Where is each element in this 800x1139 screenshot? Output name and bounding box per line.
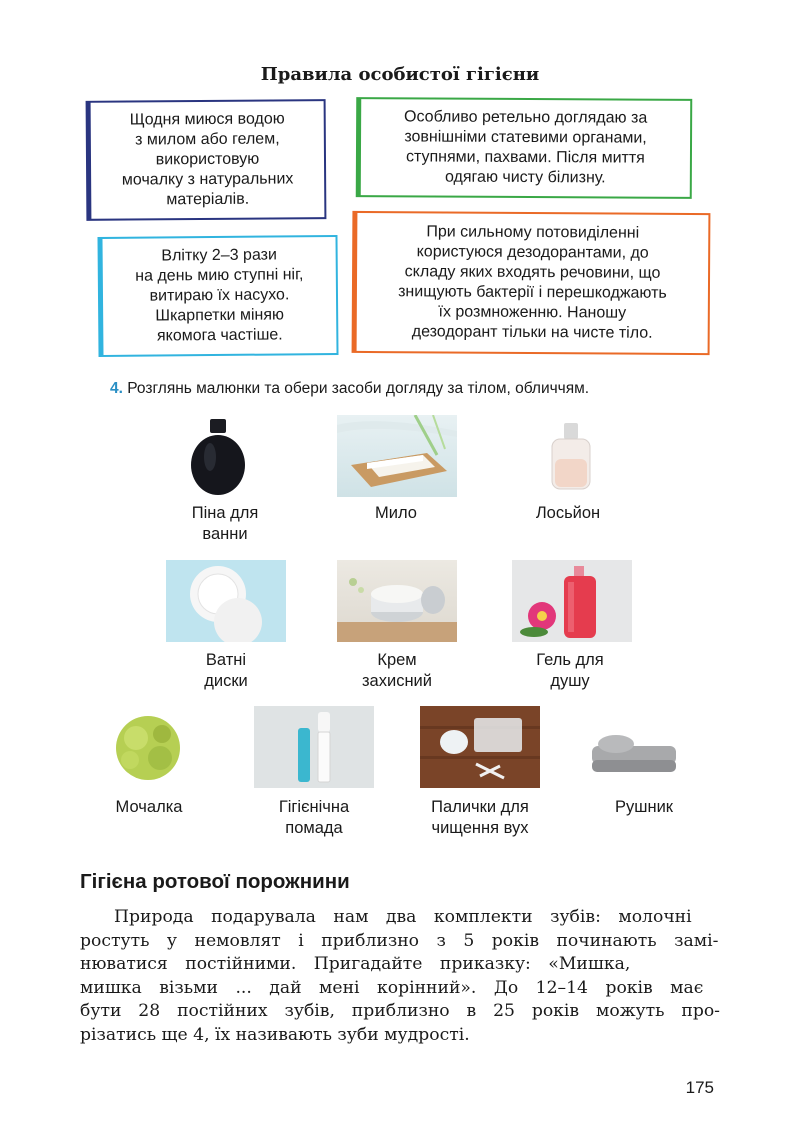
- task-number: 4.: [110, 380, 123, 397]
- caption-line: Рушник: [614, 798, 674, 816]
- caption-line: Ватні: [205, 651, 247, 669]
- caption-sponge: [74, 797, 224, 818]
- caption-line: ванни: [202, 525, 248, 543]
- rule-line: знищують бактерії і перешкоджають: [398, 283, 667, 302]
- caption-line: Гель для: [536, 651, 604, 669]
- task-4: [110, 380, 589, 398]
- paragraph-line: Природа подарувала нам два комплекти зубів: молочні: [114, 907, 692, 927]
- rule-line: Щодня миюся водою: [129, 110, 285, 129]
- caption-line: Лосьйон: [535, 504, 601, 522]
- rule-box-feet: [97, 235, 338, 357]
- rule-box-care: [356, 97, 693, 199]
- section-title: Гігієна ротової порожнини: [80, 870, 350, 893]
- paragraph-line: нюватися постійними. Пригадайте приказку: «Мишка,: [80, 954, 631, 974]
- cotton-swabs-image: [420, 706, 540, 788]
- lotion-bottle-image: [512, 415, 632, 497]
- shower-gel-image: [512, 560, 632, 642]
- caption-line: Гігієнічна: [278, 798, 350, 816]
- rule-line: користуюся дезодорантами, до: [416, 243, 649, 262]
- caption-line: захисний: [361, 672, 432, 690]
- rule-line: мочалку з натуральних: [121, 170, 294, 189]
- caption-line: Мило: [375, 504, 417, 522]
- rule-line: При сильному потовиділенні: [426, 223, 640, 242]
- caption-gel: [495, 650, 645, 692]
- rule-line: Особливо ретельно доглядаю за: [404, 108, 648, 127]
- caption-line: Крем: [377, 651, 417, 669]
- task-text: Розглянь малюнки та обери засоби догляду за тілом, обличчям.: [127, 380, 590, 397]
- rule-box-washing: [86, 99, 327, 221]
- rule-line: матеріалів.: [166, 190, 250, 209]
- rule-line: їх розмноженню. Наношу: [438, 303, 627, 322]
- rule-line: використовую: [155, 150, 260, 169]
- cream-jar-image: [337, 560, 457, 642]
- caption-line: чищення вух: [431, 819, 529, 837]
- caption-line: диски: [204, 672, 248, 690]
- paragraph-line: різатись ще 4, їх називають зуби мудрості.: [80, 1024, 470, 1045]
- rule-line: якомога частіше.: [156, 326, 283, 345]
- lip-balm-image: [254, 706, 374, 788]
- rule-box-deodorant: [352, 211, 711, 355]
- rules-title: Правила особистої гігієни: [260, 64, 540, 85]
- rule-line: одягаю чисту білизну.: [444, 168, 606, 187]
- caption-soap: [321, 503, 471, 524]
- towel-image: [580, 706, 690, 788]
- caption-lotion: [493, 503, 643, 524]
- foam-bottle-image: [160, 415, 280, 495]
- caption-line: Мочалка: [115, 798, 183, 816]
- caption-line: помада: [285, 819, 343, 837]
- caption-line: Палички для: [431, 798, 529, 816]
- paragraph-line: бути 28 постійних зубів, приблизно в 25 років можуть про-: [80, 1001, 720, 1021]
- rule-line: на день мию ступні ніг,: [135, 266, 304, 285]
- rule-line: Влітку 2–3 рази: [161, 246, 277, 265]
- rule-line: складу яких входять речовини, що: [404, 263, 661, 282]
- paragraph-line: ростуть у немовлят і приблизно з 5 років починають замі-: [80, 930, 719, 951]
- caption-foam: [150, 503, 300, 545]
- cotton-pads-image: [166, 560, 286, 642]
- page-number: 175: [685, 1078, 714, 1097]
- caption-towel: [569, 797, 719, 818]
- caption-lipbalm: [239, 797, 389, 839]
- caption-line: душу: [550, 672, 590, 690]
- rule-line: дезодорант тільки на чисте тіло.: [411, 323, 653, 342]
- rule-line: зовнішніми статевими органами,: [404, 128, 647, 147]
- caption-line: Піна для: [191, 504, 259, 522]
- section-paragraph: [80, 906, 720, 1047]
- rule-line: ступнями, пахвами. Після миття: [405, 148, 645, 167]
- paragraph-line: мишка візьми ... дай мені корінний». До 12–14 років має: [80, 977, 704, 998]
- rule-line: витираю їх насухо.: [149, 286, 290, 305]
- caption-pads: [151, 650, 301, 692]
- soap-image: [337, 415, 457, 497]
- rule-line: з милом або гелем,: [135, 130, 280, 149]
- caption-cream: [322, 650, 472, 692]
- sponge-image: [90, 706, 210, 788]
- caption-swabs: [405, 797, 555, 839]
- rule-line: Шкарпетки міняю: [155, 306, 285, 325]
